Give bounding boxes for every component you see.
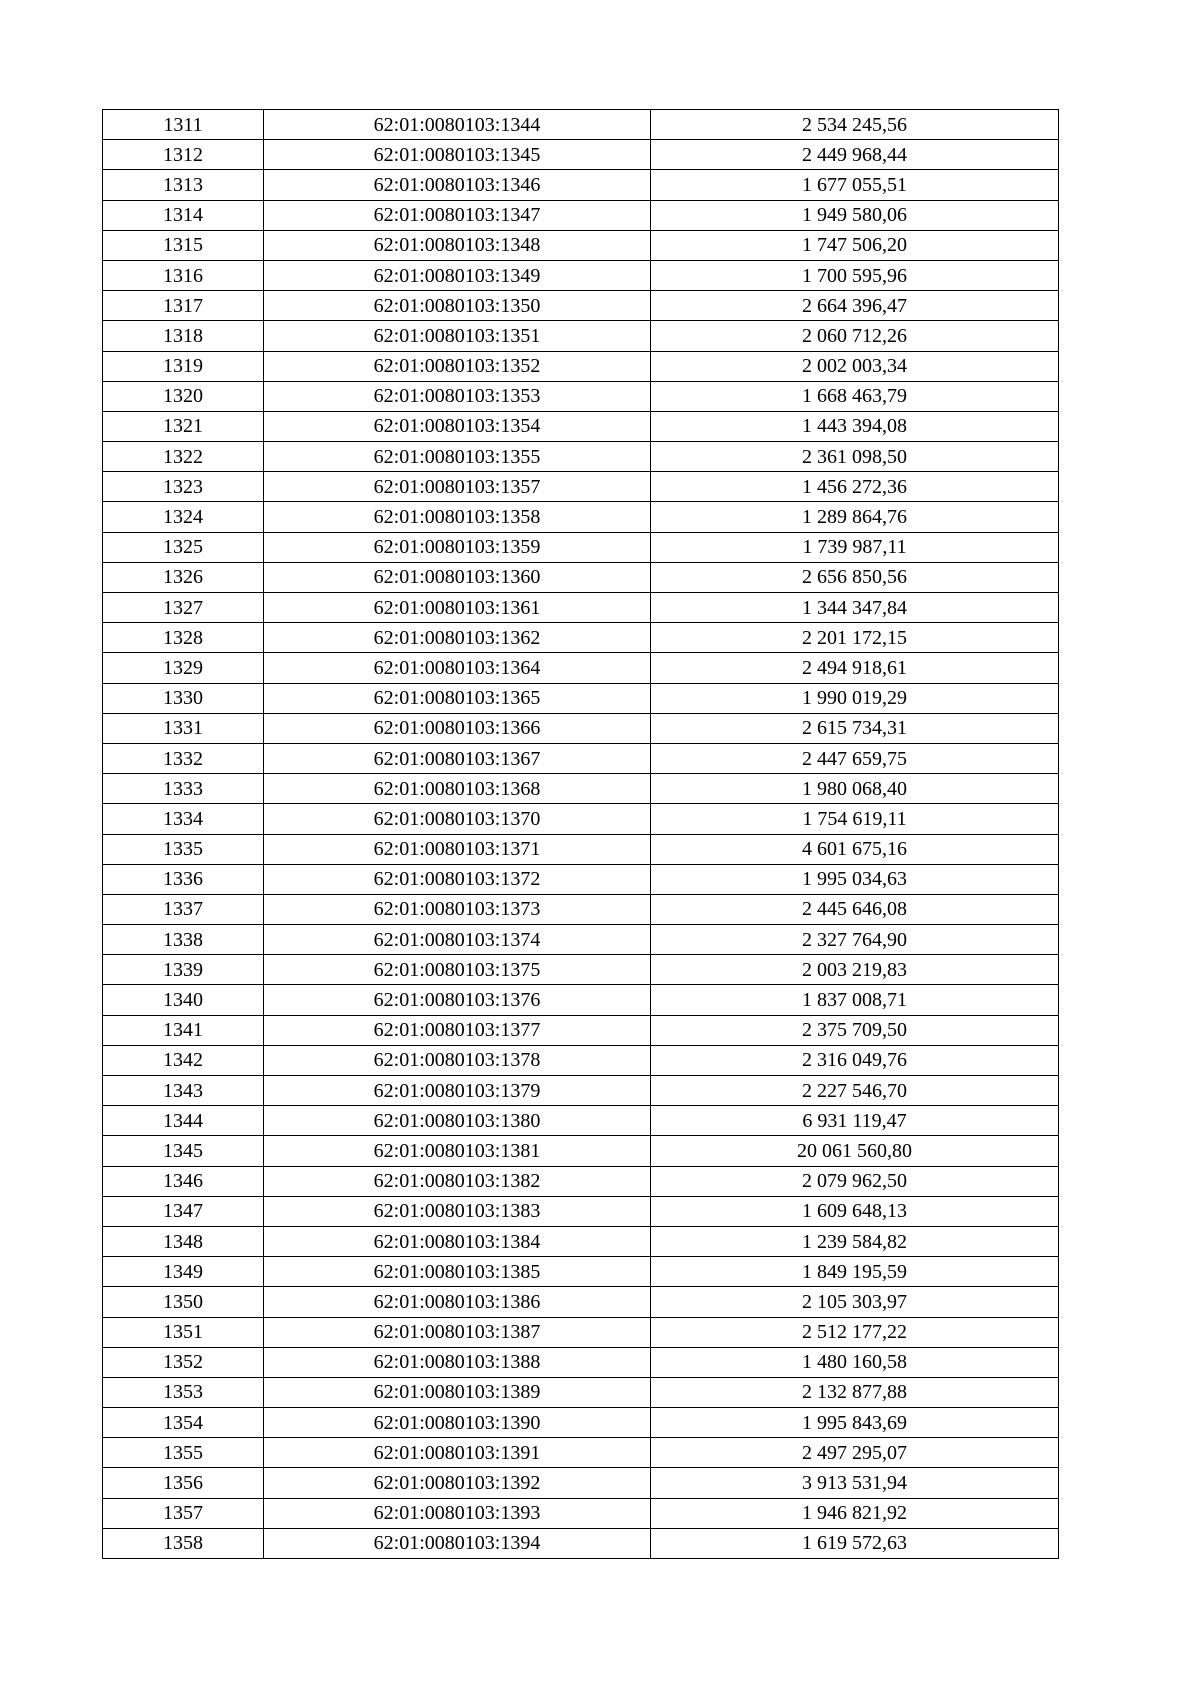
cadastral-number-cell: 62:01:0080103:1376 xyxy=(264,985,651,1015)
document-page xyxy=(102,109,1058,1559)
cadastral-value-cell: 2 656 850,56 xyxy=(651,562,1059,592)
cadastral-value-cell: 1 995 843,69 xyxy=(651,1408,1059,1438)
cadastral-value-cell: 2 132 877,88 xyxy=(651,1377,1059,1407)
cadastral-value-cell: 4 601 675,16 xyxy=(651,834,1059,864)
cadastral-number-cell: 62:01:0080103:1387 xyxy=(264,1317,651,1347)
row-number-cell: 1317 xyxy=(103,291,264,321)
table-row xyxy=(103,562,1059,592)
table-body xyxy=(103,110,1059,1559)
cadastral-value-cell: 2 227 546,70 xyxy=(651,1076,1059,1106)
cadastral-number-cell: 62:01:0080103:1384 xyxy=(264,1226,651,1256)
cadastral-number-cell: 62:01:0080103:1368 xyxy=(264,774,651,804)
row-number-cell: 1319 xyxy=(103,351,264,381)
cadastral-value-cell: 1 289 864,76 xyxy=(651,502,1059,532)
cadastral-value-cell: 2 079 962,50 xyxy=(651,1166,1059,1196)
row-number-cell: 1322 xyxy=(103,442,264,472)
cadastral-number-cell: 62:01:0080103:1374 xyxy=(264,925,651,955)
cadastral-number-cell: 62:01:0080103:1360 xyxy=(264,562,651,592)
table-row xyxy=(103,1438,1059,1468)
table-row xyxy=(103,894,1059,924)
cadastral-number-cell: 62:01:0080103:1361 xyxy=(264,593,651,623)
cadastral-number-cell: 62:01:0080103:1352 xyxy=(264,351,651,381)
table-row xyxy=(103,200,1059,230)
cadastral-number-cell: 62:01:0080103:1379 xyxy=(264,1076,651,1106)
cadastral-value-cell: 1 980 068,40 xyxy=(651,774,1059,804)
row-number-cell: 1323 xyxy=(103,472,264,502)
row-number-cell: 1352 xyxy=(103,1347,264,1377)
row-number-cell: 1312 xyxy=(103,140,264,170)
row-number-cell: 1313 xyxy=(103,170,264,200)
cadastral-number-cell: 62:01:0080103:1371 xyxy=(264,834,651,864)
table-row xyxy=(103,1287,1059,1317)
row-number-cell: 1331 xyxy=(103,713,264,743)
table-row xyxy=(103,1347,1059,1377)
cadastral-number-cell: 62:01:0080103:1381 xyxy=(264,1136,651,1166)
cadastral-value-cell: 2 615 734,31 xyxy=(651,713,1059,743)
cadastral-value-cell: 1 837 008,71 xyxy=(651,985,1059,1015)
cadastral-value-cell: 1 995 034,63 xyxy=(651,864,1059,894)
cadastral-number-cell: 62:01:0080103:1365 xyxy=(264,683,651,713)
table-row xyxy=(103,1015,1059,1045)
table-row xyxy=(103,1377,1059,1407)
row-number-cell: 1358 xyxy=(103,1528,264,1558)
cadastral-value-cell: 1 849 195,59 xyxy=(651,1257,1059,1287)
table-row xyxy=(103,532,1059,562)
table-row xyxy=(103,743,1059,773)
cadastral-number-cell: 62:01:0080103:1372 xyxy=(264,864,651,894)
cadastral-number-cell: 62:01:0080103:1392 xyxy=(264,1468,651,1498)
cadastral-value-cell: 2 512 177,22 xyxy=(651,1317,1059,1347)
row-number-cell: 1355 xyxy=(103,1438,264,1468)
row-number-cell: 1328 xyxy=(103,623,264,653)
row-number-cell: 1349 xyxy=(103,1257,264,1287)
cadastral-value-cell: 2 664 396,47 xyxy=(651,291,1059,321)
cadastral-number-cell: 62:01:0080103:1359 xyxy=(264,532,651,562)
table-row xyxy=(103,110,1059,140)
row-number-cell: 1332 xyxy=(103,743,264,773)
cadastral-number-cell: 62:01:0080103:1390 xyxy=(264,1408,651,1438)
table-row xyxy=(103,140,1059,170)
row-number-cell: 1350 xyxy=(103,1287,264,1317)
cadastral-value-cell: 2 361 098,50 xyxy=(651,442,1059,472)
cadastral-number-cell: 62:01:0080103:1357 xyxy=(264,472,651,502)
row-number-cell: 1342 xyxy=(103,1045,264,1075)
table-row xyxy=(103,925,1059,955)
table-row xyxy=(103,834,1059,864)
cadastral-value-cell: 1 754 619,11 xyxy=(651,804,1059,834)
table-row xyxy=(103,1136,1059,1166)
table-row xyxy=(103,291,1059,321)
cadastral-value-cell: 1 239 584,82 xyxy=(651,1226,1059,1256)
cadastral-number-cell: 62:01:0080103:1364 xyxy=(264,653,651,683)
table-row xyxy=(103,442,1059,472)
row-number-cell: 1335 xyxy=(103,834,264,864)
cadastral-value-cell: 2 494 918,61 xyxy=(651,653,1059,683)
cadastral-value-cell: 2 002 003,34 xyxy=(651,351,1059,381)
table-row xyxy=(103,1196,1059,1226)
cadastral-value-cell: 1 344 347,84 xyxy=(651,593,1059,623)
table-row xyxy=(103,351,1059,381)
table-row xyxy=(103,1076,1059,1106)
row-number-cell: 1324 xyxy=(103,502,264,532)
row-number-cell: 1353 xyxy=(103,1377,264,1407)
cadastral-number-cell: 62:01:0080103:1353 xyxy=(264,381,651,411)
row-number-cell: 1325 xyxy=(103,532,264,562)
row-number-cell: 1314 xyxy=(103,200,264,230)
cadastral-value-cell: 2 060 712,26 xyxy=(651,321,1059,351)
cadastral-value-cell: 3 913 531,94 xyxy=(651,1468,1059,1498)
cadastral-number-cell: 62:01:0080103:1382 xyxy=(264,1166,651,1196)
cadastral-value-cell: 1 619 572,63 xyxy=(651,1528,1059,1558)
cadastral-number-cell: 62:01:0080103:1380 xyxy=(264,1106,651,1136)
row-number-cell: 1356 xyxy=(103,1468,264,1498)
cadastral-value-cell: 1 949 580,06 xyxy=(651,200,1059,230)
cadastral-number-cell: 62:01:0080103:1362 xyxy=(264,623,651,653)
table-row xyxy=(103,864,1059,894)
cadastral-value-cell: 1 609 648,13 xyxy=(651,1196,1059,1226)
row-number-cell: 1327 xyxy=(103,593,264,623)
table-row xyxy=(103,411,1059,441)
cadastral-value-cell: 20 061 560,80 xyxy=(651,1136,1059,1166)
table-row xyxy=(103,1408,1059,1438)
table-row xyxy=(103,955,1059,985)
cadastral-number-cell: 62:01:0080103:1358 xyxy=(264,502,651,532)
row-number-cell: 1334 xyxy=(103,804,264,834)
cadastral-value-cell: 2 445 646,08 xyxy=(651,894,1059,924)
row-number-cell: 1339 xyxy=(103,955,264,985)
cadastral-number-cell: 62:01:0080103:1386 xyxy=(264,1287,651,1317)
cadastral-number-cell: 62:01:0080103:1348 xyxy=(264,230,651,260)
cadastral-number-cell: 62:01:0080103:1366 xyxy=(264,713,651,743)
cadastral-number-cell: 62:01:0080103:1391 xyxy=(264,1438,651,1468)
table-row xyxy=(103,1528,1059,1558)
table-row xyxy=(103,230,1059,260)
table-row xyxy=(103,985,1059,1015)
row-number-cell: 1351 xyxy=(103,1317,264,1347)
cadastral-value-cell: 2 105 303,97 xyxy=(651,1287,1059,1317)
cadastral-value-cell: 1 990 019,29 xyxy=(651,683,1059,713)
cadastral-number-cell: 62:01:0080103:1346 xyxy=(264,170,651,200)
table-row xyxy=(103,1468,1059,1498)
cadastral-number-cell: 62:01:0080103:1393 xyxy=(264,1498,651,1528)
cadastral-number-cell: 62:01:0080103:1385 xyxy=(264,1257,651,1287)
row-number-cell: 1326 xyxy=(103,562,264,592)
cadastral-number-cell: 62:01:0080103:1383 xyxy=(264,1196,651,1226)
cadastral-number-cell: 62:01:0080103:1389 xyxy=(264,1377,651,1407)
cadastral-value-cell: 2 327 764,90 xyxy=(651,925,1059,955)
cadastral-value-cell: 2 003 219,83 xyxy=(651,955,1059,985)
cadastral-value-cell: 1 443 394,08 xyxy=(651,411,1059,441)
row-number-cell: 1321 xyxy=(103,411,264,441)
row-number-cell: 1340 xyxy=(103,985,264,1015)
cadastral-number-cell: 62:01:0080103:1394 xyxy=(264,1528,651,1558)
cadastral-value-cell: 2 497 295,07 xyxy=(651,1438,1059,1468)
cadastral-value-cell: 2 534 245,56 xyxy=(651,110,1059,140)
row-number-cell: 1347 xyxy=(103,1196,264,1226)
cadastral-value-cell: 6 931 119,47 xyxy=(651,1106,1059,1136)
cadastral-number-cell: 62:01:0080103:1370 xyxy=(264,804,651,834)
cadastral-value-cell: 2 201 172,15 xyxy=(651,623,1059,653)
cadastral-number-cell: 62:01:0080103:1388 xyxy=(264,1347,651,1377)
row-number-cell: 1311 xyxy=(103,110,264,140)
row-number-cell: 1320 xyxy=(103,381,264,411)
cadastral-value-cell: 2 316 049,76 xyxy=(651,1045,1059,1075)
cadastral-number-cell: 62:01:0080103:1351 xyxy=(264,321,651,351)
cadastral-value-cell: 1 456 272,36 xyxy=(651,472,1059,502)
cadastral-value-cell: 2 447 659,75 xyxy=(651,743,1059,773)
table-row xyxy=(103,1045,1059,1075)
table-row xyxy=(103,653,1059,683)
table-row xyxy=(103,623,1059,653)
cadastral-number-cell: 62:01:0080103:1349 xyxy=(264,260,651,290)
table-row xyxy=(103,713,1059,743)
table-row xyxy=(103,321,1059,351)
cadastral-value-cell: 1 668 463,79 xyxy=(651,381,1059,411)
cadastral-number-cell: 62:01:0080103:1373 xyxy=(264,894,651,924)
table-row xyxy=(103,472,1059,502)
cadastral-number-cell: 62:01:0080103:1355 xyxy=(264,442,651,472)
row-number-cell: 1316 xyxy=(103,260,264,290)
row-number-cell: 1315 xyxy=(103,230,264,260)
cadastral-value-cell: 1 747 506,20 xyxy=(651,230,1059,260)
cadastral-number-cell: 62:01:0080103:1354 xyxy=(264,411,651,441)
cadastral-number-cell: 62:01:0080103:1345 xyxy=(264,140,651,170)
cadastral-value-cell: 2 449 968,44 xyxy=(651,140,1059,170)
row-number-cell: 1345 xyxy=(103,1136,264,1166)
cadastral-value-table xyxy=(102,109,1059,1559)
table-row xyxy=(103,260,1059,290)
cadastral-number-cell: 62:01:0080103:1347 xyxy=(264,200,651,230)
table-row xyxy=(103,1166,1059,1196)
table-row xyxy=(103,774,1059,804)
cadastral-value-cell: 1 480 160,58 xyxy=(651,1347,1059,1377)
row-number-cell: 1346 xyxy=(103,1166,264,1196)
row-number-cell: 1337 xyxy=(103,894,264,924)
cadastral-number-cell: 62:01:0080103:1367 xyxy=(264,743,651,773)
row-number-cell: 1357 xyxy=(103,1498,264,1528)
table-row xyxy=(103,804,1059,834)
row-number-cell: 1338 xyxy=(103,925,264,955)
row-number-cell: 1341 xyxy=(103,1015,264,1045)
cadastral-value-cell: 1 946 821,92 xyxy=(651,1498,1059,1528)
cadastral-value-cell: 1 700 595,96 xyxy=(651,260,1059,290)
table-row xyxy=(103,683,1059,713)
cadastral-value-cell: 1 739 987,11 xyxy=(651,532,1059,562)
row-number-cell: 1343 xyxy=(103,1076,264,1106)
table-row xyxy=(103,502,1059,532)
row-number-cell: 1348 xyxy=(103,1226,264,1256)
row-number-cell: 1336 xyxy=(103,864,264,894)
table-row xyxy=(103,170,1059,200)
table-row xyxy=(103,1226,1059,1256)
cadastral-value-cell: 2 375 709,50 xyxy=(651,1015,1059,1045)
cadastral-number-cell: 62:01:0080103:1375 xyxy=(264,955,651,985)
table-row xyxy=(103,1498,1059,1528)
row-number-cell: 1330 xyxy=(103,683,264,713)
table-row xyxy=(103,1317,1059,1347)
cadastral-number-cell: 62:01:0080103:1350 xyxy=(264,291,651,321)
row-number-cell: 1333 xyxy=(103,774,264,804)
row-number-cell: 1344 xyxy=(103,1106,264,1136)
cadastral-number-cell: 62:01:0080103:1344 xyxy=(264,110,651,140)
table-row xyxy=(103,593,1059,623)
cadastral-number-cell: 62:01:0080103:1378 xyxy=(264,1045,651,1075)
row-number-cell: 1318 xyxy=(103,321,264,351)
cadastral-value-cell: 1 677 055,51 xyxy=(651,170,1059,200)
cadastral-number-cell: 62:01:0080103:1377 xyxy=(264,1015,651,1045)
row-number-cell: 1329 xyxy=(103,653,264,683)
row-number-cell: 1354 xyxy=(103,1408,264,1438)
table-row xyxy=(103,1106,1059,1136)
table-row xyxy=(103,1257,1059,1287)
table-row xyxy=(103,381,1059,411)
